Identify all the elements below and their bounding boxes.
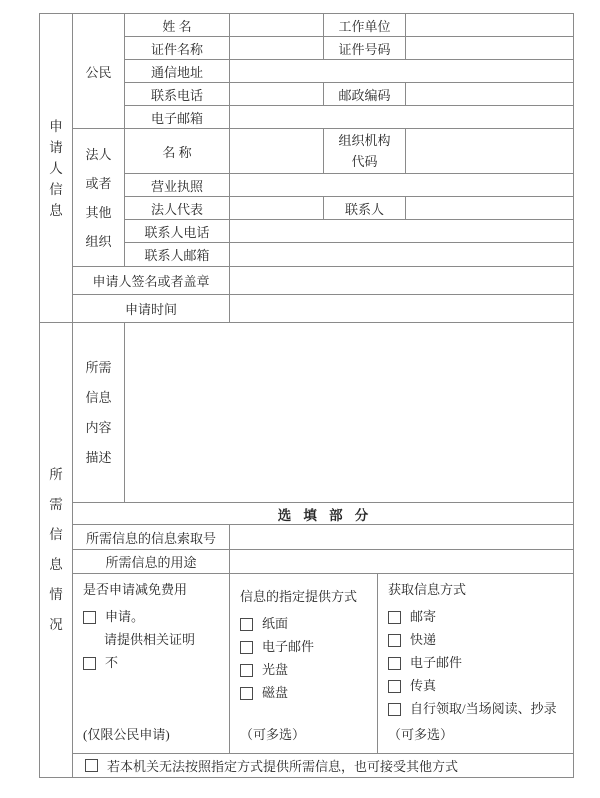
obtain-method-title: 获取信息方式 <box>388 582 467 597</box>
description-input-cell[interactable] <box>125 323 574 503</box>
fee-waiver-cell <box>73 574 230 754</box>
fee-waiver-footnote: (仅限公民申请) <box>83 727 170 742</box>
optional-part-header: 选填部分 <box>73 503 574 525</box>
obtain-fax-checkbox-icon[interactable] <box>388 680 401 693</box>
fee-option-apply[interactable] <box>83 610 221 624</box>
fee-apply-checkbox-icon[interactable] <box>83 611 96 624</box>
work-unit-label: 工作单位 <box>324 14 406 37</box>
phone-input-cell[interactable] <box>230 83 324 106</box>
purpose-input-cell[interactable] <box>230 550 574 574</box>
other-method-checkbox-icon[interactable] <box>85 759 98 772</box>
id-number-label: 证件号码 <box>324 37 406 60</box>
obtain-option-fax[interactable] <box>388 679 565 693</box>
group-label-organization-text: 法人或者其他组织 <box>85 146 112 249</box>
provide-paper-label: 纸面 <box>262 616 289 631</box>
section-label-required-info-text: 所需信息情况 <box>49 467 63 632</box>
signature-label: 申请人签名或者盖章 <box>73 267 230 295</box>
purpose-label: 所需信息的用途 <box>73 550 230 574</box>
provide-option-disk[interactable] <box>240 686 369 700</box>
signature-input-cell[interactable] <box>230 267 574 295</box>
obtain-express-label: 快递 <box>410 632 437 647</box>
email-input-cell[interactable] <box>230 106 574 129</box>
obtain-fax-label: 传真 <box>410 678 437 693</box>
org-code-label-text: 组织机构代码 <box>338 133 391 169</box>
provide-method-footnote: （可多选） <box>240 727 306 742</box>
name-label: 姓 名 <box>125 14 230 37</box>
obtain-option-self-pickup[interactable] <box>388 702 565 716</box>
org-name-input-cell[interactable] <box>230 129 324 174</box>
name-input-cell[interactable] <box>230 14 324 37</box>
obtain-method-footnote: （可多选） <box>388 727 454 742</box>
id-type-input-cell[interactable] <box>230 37 324 60</box>
address-input-cell[interactable] <box>230 60 574 83</box>
applicant-info-table <box>39 13 574 323</box>
legal-rep-input-cell[interactable] <box>230 197 324 220</box>
legal-rep-label: 法人代表 <box>125 197 230 220</box>
org-code-input-cell[interactable] <box>406 129 574 174</box>
postal-code-input-cell[interactable] <box>406 83 574 106</box>
date-label: 申请时间 <box>73 295 230 323</box>
obtain-method-cell <box>378 574 574 754</box>
obtain-express-checkbox-icon[interactable] <box>388 634 401 647</box>
provide-method-title: 信息的指定提供方式 <box>240 589 358 604</box>
provide-method-cell <box>230 574 378 754</box>
description-label <box>73 323 125 503</box>
provide-option-paper[interactable] <box>240 617 369 631</box>
work-unit-input-cell[interactable] <box>406 14 574 37</box>
obtain-mail-checkbox-icon[interactable] <box>388 611 401 624</box>
fee-no-label: 不 <box>105 655 119 670</box>
org-name-label: 名 称 <box>125 129 230 174</box>
fee-waiver-title: 是否申请减免费用 <box>83 582 188 597</box>
obtain-email-checkbox-icon[interactable] <box>388 657 401 670</box>
business-license-label: 营业执照 <box>125 174 230 197</box>
section-label-applicant-info-text: 申请人信息 <box>49 118 63 218</box>
contact-email-input-cell[interactable] <box>230 243 574 267</box>
business-license-input-cell[interactable] <box>230 174 574 197</box>
index-number-label: 所需信息的信息索取号 <box>73 525 230 550</box>
contact-input-cell[interactable] <box>406 197 574 220</box>
provide-cd-checkbox-icon[interactable] <box>240 664 253 677</box>
contact-phone-label: 联系人电话 <box>125 220 230 243</box>
section-label-applicant-info <box>40 14 73 323</box>
contact-phone-input-cell[interactable] <box>230 220 574 243</box>
obtain-mail-label: 邮寄 <box>410 609 437 624</box>
obtain-option-express[interactable] <box>388 633 565 647</box>
group-label-citizen: 公民 <box>73 14 125 129</box>
obtain-self-pickup-label: 自行领取/当场阅读、抄录 <box>410 701 557 716</box>
obtain-option-mail[interactable] <box>388 610 565 624</box>
required-info-table <box>39 322 574 778</box>
org-code-label <box>324 129 406 174</box>
application-form <box>39 13 573 778</box>
fee-apply-note: 请提供相关证明 <box>104 632 196 647</box>
provide-email-checkbox-icon[interactable] <box>240 641 253 654</box>
id-type-label: 证件名称 <box>125 37 230 60</box>
fee-apply-label: 申请。 <box>105 609 145 624</box>
provide-disk-checkbox-icon[interactable] <box>240 687 253 700</box>
contact-label: 联系人 <box>324 197 406 220</box>
index-number-input-cell[interactable] <box>230 525 574 550</box>
fee-no-checkbox-icon[interactable] <box>83 657 96 670</box>
phone-label: 联系电话 <box>125 83 230 106</box>
provide-disk-label: 磁盘 <box>262 685 289 700</box>
id-number-input-cell[interactable] <box>406 37 574 60</box>
date-input-cell[interactable] <box>230 295 574 323</box>
other-method-row <box>73 754 574 778</box>
contact-email-label: 联系人邮箱 <box>125 243 230 267</box>
obtain-option-email[interactable] <box>388 656 565 670</box>
obtain-email-label: 电子邮件 <box>410 655 463 670</box>
email-label: 电子邮箱 <box>125 106 230 129</box>
group-label-organization <box>73 129 125 267</box>
provide-option-email[interactable] <box>240 640 369 654</box>
postal-code-label: 邮政编码 <box>324 83 406 106</box>
other-method-note: 若本机关无法按照指定方式提供所需信息，也可接受其他方式 <box>107 759 459 774</box>
section-label-required-info <box>40 323 73 778</box>
fee-option-no[interactable] <box>83 656 221 670</box>
provide-cd-label: 光盘 <box>262 662 289 677</box>
provide-paper-checkbox-icon[interactable] <box>240 618 253 631</box>
address-label: 通信地址 <box>125 60 230 83</box>
provide-email-label: 电子邮件 <box>262 639 315 654</box>
description-label-text: 所需信息内容描述 <box>85 359 112 465</box>
obtain-self-pickup-checkbox-icon[interactable] <box>388 703 401 716</box>
provide-option-cd[interactable] <box>240 663 369 677</box>
